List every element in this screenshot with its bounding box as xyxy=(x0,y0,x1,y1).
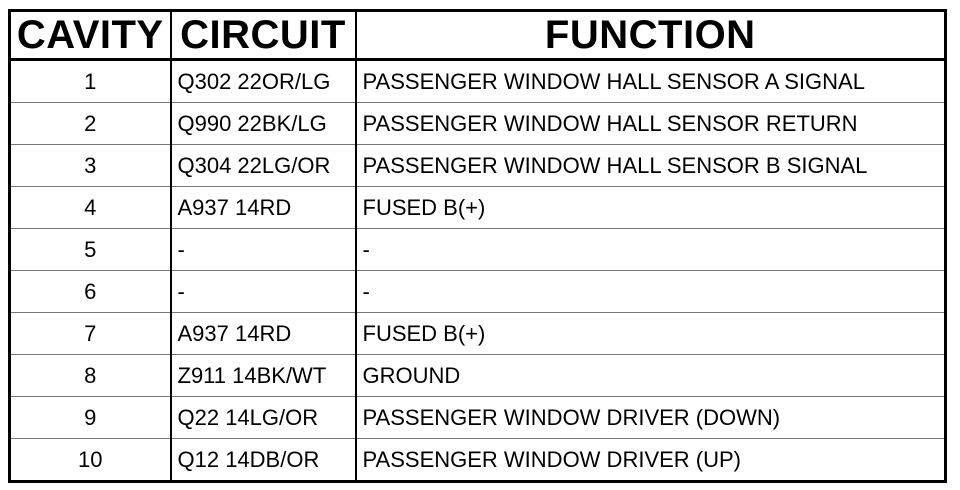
table-row xyxy=(10,397,946,439)
function-cell: - xyxy=(356,271,946,313)
function-cell: PASSENGER WINDOW HALL SENSOR B SIGNAL xyxy=(356,145,946,187)
function-cell: FUSED B(+) xyxy=(356,313,946,355)
circuit-cell: Q990 22BK/LG xyxy=(171,103,356,145)
function-cell: PASSENGER WINDOW DRIVER (UP) xyxy=(362,446,742,472)
table-row xyxy=(10,271,946,313)
table-row xyxy=(10,103,946,145)
cavity-cell: 9 xyxy=(10,397,171,439)
cavity-cell: 6 xyxy=(10,271,171,313)
circuit-cell: - xyxy=(171,229,356,271)
circuit-cell: Z911 14BK/WT xyxy=(171,355,356,397)
function-cell: PASSENGER WINDOW DRIVER (DOWN) xyxy=(356,397,946,439)
function-cell: PASSENGER WINDOW HALL SENSOR A SIGNAL xyxy=(356,60,946,103)
cavity-cell: 3 xyxy=(10,145,171,187)
circuit-cell: Q12 14DB/OR xyxy=(171,439,356,482)
table-row xyxy=(10,439,946,482)
table-row xyxy=(10,60,946,103)
function-cell: GROUND xyxy=(356,355,946,397)
table-row xyxy=(10,313,946,355)
circuit-cell: A937 14RD xyxy=(171,187,356,229)
cavity-cell: 2 xyxy=(10,103,171,145)
circuit-cell: - xyxy=(171,271,356,313)
cavity-cell: 10 xyxy=(10,439,171,482)
circuit-cell: A937 14RD xyxy=(171,313,356,355)
table-row xyxy=(10,187,946,229)
function-cell: PASSENGER WINDOW HALL SENSOR RETURN xyxy=(356,103,946,145)
cavity-cell: 1 xyxy=(10,60,171,103)
circuit-header: CIRCUIT xyxy=(171,11,356,60)
cavity-cell: 8 xyxy=(10,355,171,397)
connector-pinout-table xyxy=(8,9,947,483)
table-row xyxy=(10,145,946,187)
circuit-cell: Q304 22LG/OR xyxy=(171,145,356,187)
table-row xyxy=(10,355,946,397)
function-header: FUNCTION xyxy=(356,11,946,60)
cavity-cell: 5 xyxy=(10,229,171,271)
cavity-cell: 4 xyxy=(10,187,171,229)
circuit-cell: Q22 14LG/OR xyxy=(171,397,356,439)
function-cell: - xyxy=(356,229,946,271)
cavity-cell: 7 xyxy=(10,313,171,355)
circuit-cell: Q302 22OR/LG xyxy=(171,60,356,103)
header-row xyxy=(10,11,946,60)
function-cell: FUSED B(+) xyxy=(356,187,946,229)
table-row xyxy=(10,229,946,271)
cavity-header: CAVITY xyxy=(10,11,171,60)
